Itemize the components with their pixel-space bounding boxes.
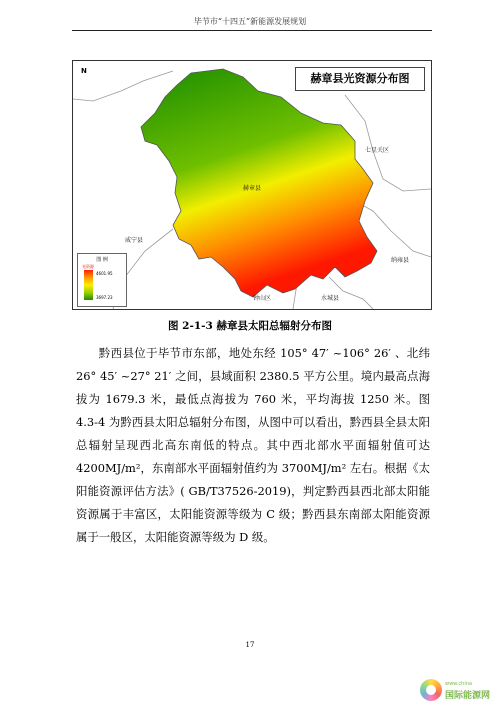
- map-legend: [77, 253, 127, 307]
- body-text: [76, 342, 430, 549]
- watermark: [420, 677, 496, 703]
- legend-label: 光资源: [82, 264, 94, 269]
- north-arrow-label: N: [81, 67, 87, 75]
- place-nayong: 纳雍县: [391, 257, 410, 264]
- legend-color-bar: [84, 270, 93, 300]
- watermark-text: 国际能源网: [445, 691, 491, 701]
- place-hezhang: 赫章县: [243, 185, 262, 192]
- page-header: 毕节市“十四五”新能源发展规划: [193, 17, 307, 26]
- place-zhongshan: 钟山区: [253, 295, 272, 302]
- map-title: 赫章县光资源分布图: [295, 67, 425, 91]
- watermark-logo-icon: [420, 679, 442, 701]
- place-qixingguan: 七星关区: [365, 147, 390, 154]
- legend-max-value: 4601.95: [96, 271, 113, 276]
- figure-caption: 图 2-1-3 赫章县太阳总辐射分布图: [168, 320, 332, 332]
- place-weining: 威宁县: [125, 237, 144, 244]
- place-shuicheng: 水城县: [321, 295, 340, 302]
- body-paragraph: 黔西县位于毕节市东部，地处东经 105° 47′ ~106° 26′ 、北纬 26° 45′ ~27° 21′ 之间，县域面积 2380.5 平方公里。境内最高点海拔为 1679.3 米，最低点海拔为 760 米，平均海拔 1250 米。图 4.3-4 为黔西县太阳总辐射分布图，从图中可以看出，黔西县全县太阳总辐射呈现西北高东南低的特点。其中西北部水平面辐射值可达 4200MJ/m²，东南部水平面辐射值约为 3700MJ/m² 左右。根据《太阳能资源评估方法》( GB/T37526-2019)，判定黔西县西北部太阳能资源属于丰富区，太阳能资源等级为 C 级；黔西县东南部太阳能资源属于一般区，太阳能资源等级为 D 级。: [76, 346, 430, 544]
- legend-title: 图 例: [96, 257, 108, 263]
- solar-resource-map: [72, 60, 432, 310]
- legend-min-value: 3697.23: [96, 295, 113, 300]
- header-rule: [72, 30, 432, 31]
- page-number: 17: [245, 641, 255, 649]
- watermark-url: www.china: [445, 681, 472, 687]
